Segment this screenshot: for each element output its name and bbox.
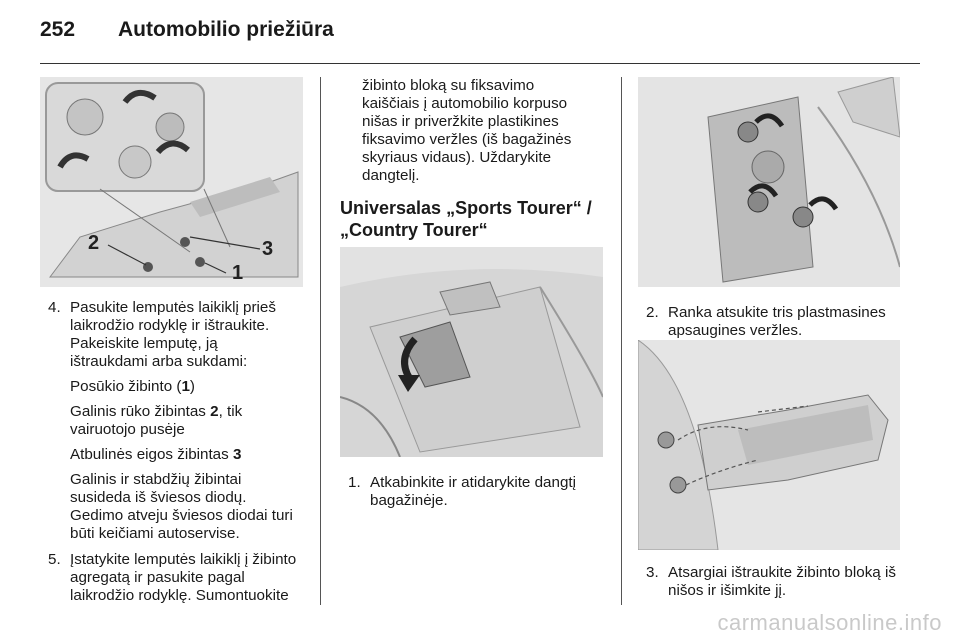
plastic-nuts-figure (638, 77, 900, 287)
section-heading (340, 197, 615, 241)
column-2-continuation: žibinto bloką su fiksavimo kaiščiais į automobilio korpuso nišas ir priveržkite plastikines fiksavimo veržles (iš bagažinės skyriaus vidaus). Uždarykite dangtelį. (362, 77, 572, 184)
step-3: 3. Atsargiai ištraukite žibinto bloką iš nišos ir išimkite jį. (646, 564, 896, 599)
sub-item-turn-signal: Posūkio žibinto (1) (70, 378, 195, 395)
column-divider-1 (320, 77, 321, 605)
lamp-removal-figure (638, 340, 900, 550)
column-3-step-3 (646, 564, 908, 608)
trunk-cover-figure (340, 247, 603, 457)
figure-label-3: 3 (262, 238, 274, 260)
step-4-line-3: Pakeiskite lemputę, ją (70, 335, 218, 352)
column-divider-2 (621, 77, 622, 605)
page-number: 252 (40, 18, 76, 41)
plastic-nuts-illustration (638, 77, 900, 287)
tail-lamp-bulb-illustration (40, 77, 303, 287)
step-4-number: 4. (48, 299, 61, 316)
sub-item-reverse-lamp: Atbulinės eigos žibintas 3 (70, 446, 242, 463)
step-1-number: 1. (348, 474, 361, 491)
step-3-number: 3. (646, 564, 659, 581)
sub-item-led-note: Galinis ir stabdžių žibintai susideda iš šviesos diodų. Gedimo atveju šviesos diodai turi būti keičiami autoservise. (70, 471, 293, 542)
page-header (40, 18, 334, 42)
step-4 (48, 299, 314, 543)
sub-item-fog-lamp: Galinis rūko žibintas 2, tik vairuotojo pusėje (70, 403, 243, 438)
figure-label-2: 2 (88, 232, 100, 254)
page-title: Automobilio priežiūra (118, 18, 334, 41)
step-4-line-4: ištraukdami arba sukdami: (70, 353, 248, 370)
step-1: 1. Atkabinkite ir atidarykite dangtį bagažinėje. (348, 474, 576, 509)
step-2-number: 2. (646, 304, 659, 321)
step-2: 2. Ranka atsukite tris plastmasines apsaugines veržles. (646, 304, 886, 339)
trunk-cover-illustration (340, 247, 603, 457)
step-4-line-2: laikrodžio rodyklę ir ištraukite. (70, 317, 270, 334)
figure-label-1: 1 (232, 262, 244, 284)
step-5: 5. Įstatykite lemputės laikiklį į žibinto agregatą ir pasukite pagal laikrodžio rodyklę. Sumontuokite (48, 551, 297, 604)
section-heading-line-1: Universalas „Sports Tourer“ / (340, 198, 592, 218)
section-heading-line-2: „Country Tourer“ (340, 220, 488, 240)
step-4-line-1: Pasukite lemputės laikiklį prieš (70, 299, 276, 316)
column-1-text (48, 299, 314, 613)
column-2-steps (348, 474, 614, 518)
watermark: carmanualsonline.info (717, 610, 942, 635)
header-rule (40, 63, 920, 64)
tail-lamp-bulb-figure (40, 77, 303, 287)
step-5-number: 5. (48, 551, 61, 568)
lamp-removal-illustration (638, 340, 900, 550)
